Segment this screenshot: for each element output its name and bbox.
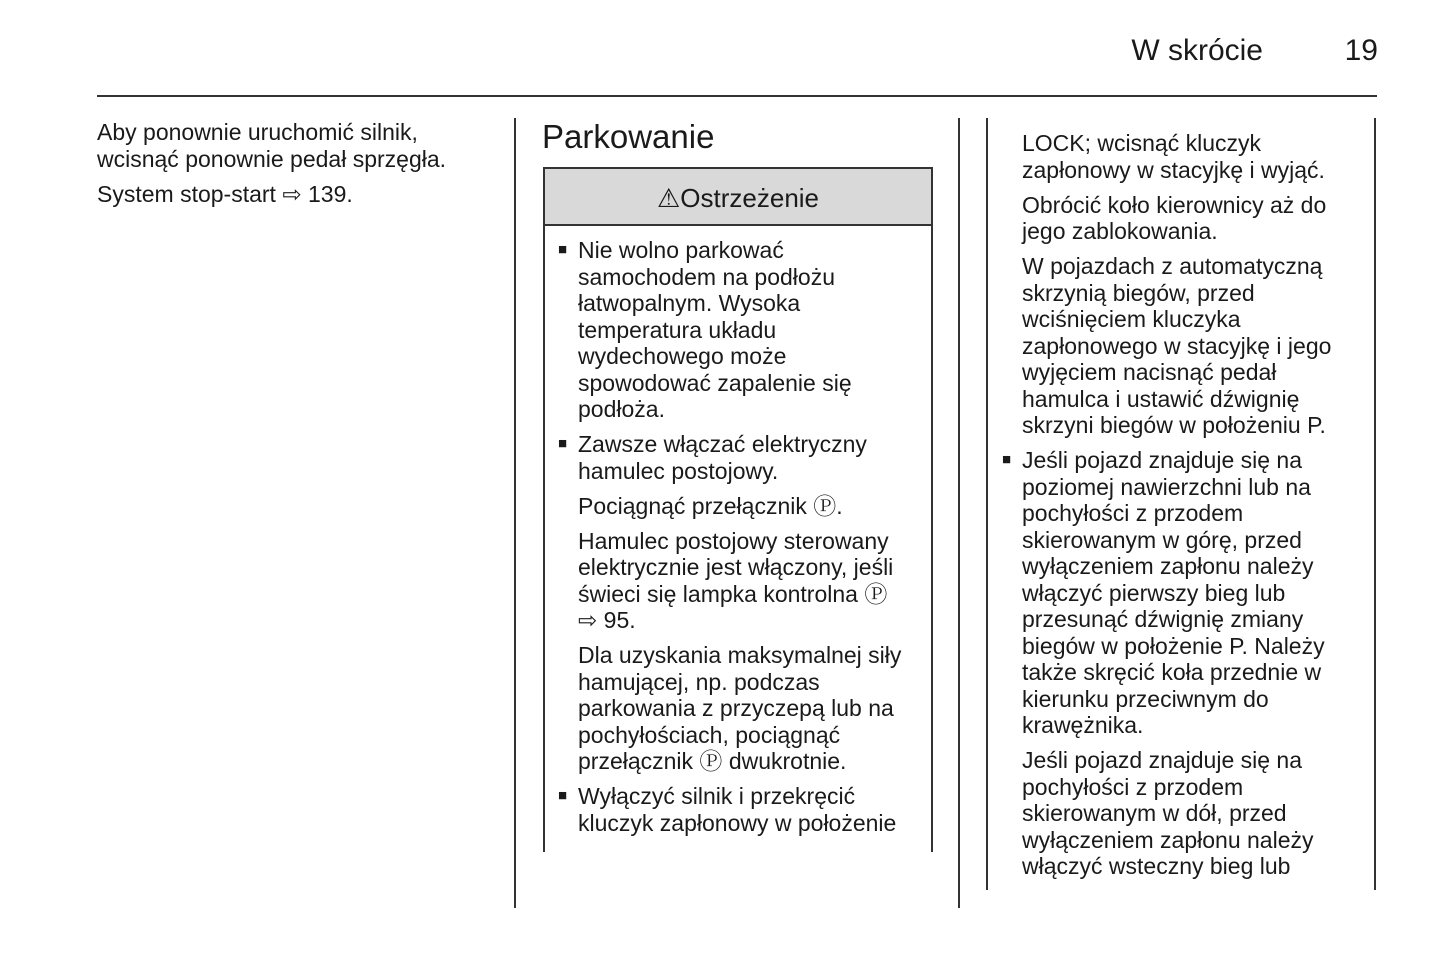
paragraph	[578, 528, 901, 634]
text-line: W pojazdach z automatyczną	[1022, 253, 1323, 279]
paragraph	[1022, 192, 1331, 245]
text-line: pochyłości z przodem	[1022, 773, 1244, 800]
text-line: samochodem na podłożu	[578, 263, 835, 290]
column-divider	[514, 118, 516, 908]
text-line: kierunku przeciwnym do	[1022, 685, 1269, 712]
text-line: parkowania z przyczepą lub na	[578, 695, 894, 721]
text-line: zapłonowy w stacyjkę i wyjąć.	[1022, 156, 1325, 183]
text-line: spowodować zapalenie się	[578, 369, 852, 396]
text-line: włączyć pierwszy bieg lub	[1022, 579, 1286, 606]
text-line: wyjęciem nacisnąć pedał	[1022, 359, 1277, 385]
text-line: podłoża.	[578, 396, 665, 422]
paragraph	[578, 642, 901, 775]
text-line: pochyłości z przodem	[1022, 500, 1244, 526]
text-line: łatwopalnym. Wysoka	[578, 290, 801, 316]
header-rule	[97, 95, 1377, 97]
text-line: biegów w położenie P. Należy	[1022, 632, 1325, 659]
page-number: 19	[1344, 34, 1378, 67]
warning-content	[558, 237, 902, 845]
paragraph	[578, 493, 901, 520]
text-line: świeci się lampka kontrolna Ⓟ	[578, 580, 888, 607]
bullet-item	[558, 431, 901, 484]
text-line: temperatura układu	[578, 316, 777, 343]
text-line: kluczyk zapłonowy w położenie	[578, 809, 897, 836]
text-line: Jeśli pojazd znajduje się na	[1022, 447, 1303, 473]
column-3	[1002, 130, 1332, 888]
text-line: zapłonowego w stacyjkę i jego	[1022, 332, 1332, 359]
text-line: poziomej nawierzchni lub na	[1022, 473, 1311, 500]
text-line: Pociągnąć przełącznik Ⓟ.	[578, 492, 843, 519]
text-line: także skręcić koła przednie w	[1022, 659, 1322, 685]
text-line: skrzyni biegów w położeniu P.	[1022, 412, 1326, 438]
warning-header: ⚠Ostrzeżenie	[545, 169, 931, 226]
paragraph	[97, 119, 446, 172]
text-line: Jeśli pojazd znajduje się na	[1022, 747, 1303, 773]
text-line: hamulec postojowy.	[578, 457, 779, 484]
text-line: elektrycznie jest włączony, jeśli	[578, 554, 894, 580]
bullet-square-icon: ■	[1002, 451, 1012, 468]
text-line: skierowanym w dół, przed	[1022, 800, 1287, 826]
text-line: przesunąć dźwignię zmiany	[1022, 606, 1304, 632]
text-line: skierowanym w górę, przed	[1022, 526, 1302, 553]
bullet-item	[558, 237, 901, 423]
text-line: ⇨ 95.	[578, 607, 636, 633]
bullet-square-icon: ■	[558, 787, 568, 804]
paragraph	[97, 181, 446, 208]
paragraph	[1022, 253, 1331, 439]
text-line: hamującej, np. podczas	[578, 668, 820, 695]
box-border-left	[986, 118, 988, 890]
text-line: Obrócić koło kierownicy aż do	[1022, 191, 1327, 218]
column-1	[97, 119, 446, 216]
text-line: Wyłączyć silnik i przekręcić	[578, 783, 856, 809]
text-line: hamulca i ustawić dźwignię	[1022, 385, 1300, 412]
text-line: krawężnika.	[1022, 712, 1144, 738]
paragraph	[1022, 130, 1331, 183]
text-line: Hamulec postojowy sterowany	[578, 527, 889, 554]
text-line: wyłączeniem zapłonu należy	[1022, 826, 1314, 853]
text-line: LOCK; wcisnąć kluczyk	[1022, 130, 1262, 156]
text-line: Zawsze włączać elektryczny	[578, 431, 867, 457]
text-line: System stop-start ⇨ 139.	[97, 180, 353, 207]
text-line: wciśnięciem kluczyka	[1022, 306, 1241, 332]
bullet-item	[1002, 447, 1331, 739]
text-line: skrzynią biegów, przed	[1022, 279, 1255, 306]
text-line: przełącznik Ⓟ dwukrotnie.	[578, 748, 847, 774]
box-border-right	[1374, 118, 1376, 890]
text-line: jego zablokowania.	[1022, 218, 1218, 244]
text-line: wyłączeniem zapłonu należy	[1022, 553, 1314, 579]
text-line: Nie wolno parkować	[578, 237, 784, 263]
section-heading: Parkowanie	[542, 118, 715, 155]
bullet-square-icon: ■	[558, 241, 568, 258]
text-line: wydechowego może	[578, 343, 787, 369]
text-line: Dla uzyskania maksymalnej siły	[578, 642, 902, 668]
text-line: włączyć wsteczny bieg lub	[1022, 853, 1291, 879]
text-line: wcisnąć ponownie pedał sprzęgła.	[97, 145, 447, 172]
bullet-item	[558, 783, 901, 836]
text-line: Aby ponownie uruchomić silnik,	[97, 119, 418, 145]
paragraph	[1022, 747, 1331, 880]
text-line: pochyłościach, pociągnąć	[578, 721, 841, 748]
column-divider	[958, 118, 960, 908]
bullet-square-icon: ■	[558, 435, 568, 452]
section-title: W skrócie	[1131, 34, 1263, 67]
